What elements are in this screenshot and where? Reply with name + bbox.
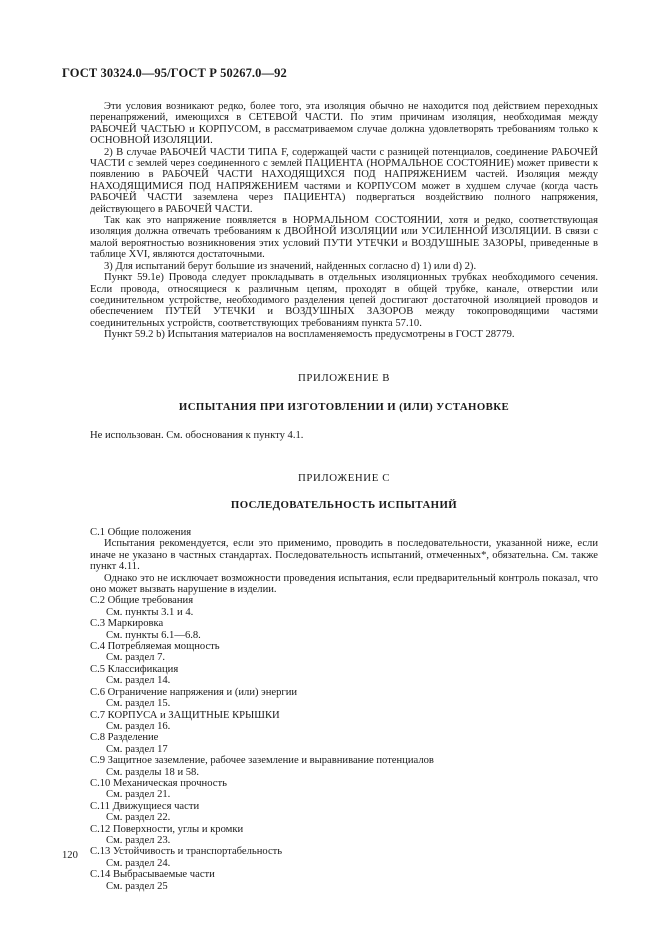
- test-section-title: С.8 Разделение: [90, 732, 159, 744]
- test-section-reference: См. раздел 21.: [106, 789, 171, 801]
- appendix-c-title: ПРИЛОЖЕНИЕ С: [297, 472, 390, 484]
- intro-paragraph: Эти условия возникают редко, более того, эта изоляция обычно не находится под действием переходных перенапряжений, имеющихся в СЕТЕВОЙ ЧАСТИ. По этим причинам изоляция, необходимая между РАБОЧЕЙ ЧАСТЬЮ и КОРПУСОМ, в рассматриваемом случае должна удовлетворять требованиям только к ОСНОВНОЙ ИЗОЛЯЦИИ.: [90, 101, 598, 147]
- intro-paragraph: Пункт 59.1e) Провода следует прокладывать в отдельных изоляционных трубках необходимого сечения. Если провода, относящиеся к различным цепям, проходят в общей трубке, канале, отверстии или соединительном устройстве, необходимого разделения цепей достигают достаточной изоляцией проводов и обеспечением ПУТЕЙ УТЕЧКИ и ВОЗДУШНЫХ ЗАЗОРОВ между токопроводящими частями соединительных устройств, соответствующих требованиям пункта 57.10.: [90, 272, 598, 329]
- test-section-reference: См. разделы 18 и 58.: [106, 766, 200, 778]
- test-section-reference: См. раздел 25: [106, 880, 168, 892]
- appendix-b-heading-block: [90, 402, 598, 413]
- intro-paragraph: 2) В случае РАБОЧЕЙ ЧАСТИ ТИПА F, содержащей части с разницей потенциалов, соединение РАБОЧЕЙ ЧАСТИ с землей через соединенного с землей ПАЦИЕНТА (НОРМАЛЬНОЕ СОСТОЯНИЕ) может привести к появлению в РАБОЧЕЙ ЧАСТИ НАХОДЯЩИХСЯ ПОД НАПРЯЖЕНИЕМ частей. Изоляция между НАХОДЯЩИМИСЯ ПОД НАПРЯЖЕНИЕМ частями и КОРПУСОМ может в худшем случае (когда часть РАБОЧЕЙ ЧАСТИ заземлена через ПАЦИЕНТА) подвергаться воздействию полного напряжения, действующего в РАБОЧЕЙ ЧАСТИ.: [90, 146, 598, 215]
- test-section-title: С.6 Ограничение напряжения и (или) энергии: [90, 686, 298, 698]
- test-section-title: С.14 Выбрасываемые части: [90, 869, 215, 881]
- test-section-reference: См. пункты 6.1—6.8.: [106, 629, 201, 641]
- intro-paragraph: Пункт 59.2 b) Испытания материалов на воспламеняемость предусмотрены в ГОСТ 28779.: [104, 329, 515, 341]
- test-section-reference: См. раздел 7.: [106, 652, 166, 664]
- appendix-b-body: [90, 430, 598, 441]
- test-section-reference: См. раздел 16.: [106, 720, 171, 732]
- page-number: 120: [62, 850, 78, 861]
- appendix-c-body: [90, 527, 598, 892]
- intro-block: [90, 101, 598, 341]
- test-section-title: С.2 Общие требования: [90, 595, 194, 607]
- test-section-title: С.9 Защитное заземление, рабочее заземление и выравнивание потенциалов: [90, 755, 434, 767]
- appendix-b-title-block: [90, 373, 598, 384]
- test-section-title: С.3 Маркировка: [90, 618, 164, 630]
- appendix-c-heading-block: [90, 500, 598, 511]
- intro-paragraph: 3) Для испытаний берут большие из значений, найденных согласно d) 1) или d) 2).: [104, 260, 477, 272]
- test-section-title: С.12 Поверхности, углы и кромки: [90, 823, 244, 835]
- appendix-b-heading: ИСПЫТАНИЯ ПРИ ИЗГОТОВЛЕНИИ И (ИЛИ) УСТАНОВКЕ: [178, 401, 510, 413]
- test-section-reference: См. раздел 23.: [106, 834, 171, 846]
- section-c1-title: С.1 Общие положения: [90, 527, 192, 538]
- test-section-reference: См. раздел 22.: [106, 812, 171, 824]
- test-section-title: С.11 Движущиеся части: [90, 800, 200, 812]
- appendix-b-title: ПРИЛОЖЕНИЕ В: [297, 372, 390, 384]
- intro-paragraph: Так как это напряжение появляется в НОРМАЛЬНОМ СОСТОЯНИИ, хотя и редко, соответствующая изоляция должна отвечать требованиям к ДВОЙНОЙ ИЗОЛЯЦИИ или УСИЛЕННОЙ ИЗОЛЯЦИИ. В связи с малой вероятностью возникновения этих условий ПУТИ УТЕЧКИ и ВОЗДУШНЫЕ ЗАЗОРЫ, приведенные в таблице XVI, являются достаточными.: [90, 215, 598, 261]
- appendix-c-heading: ПОСЛЕДОВАТЕЛЬНОСТЬ ИСПЫТАНИЙ: [230, 499, 458, 511]
- test-section-title: С.5 Классификация: [90, 663, 179, 675]
- test-section-reference: См. раздел 24.: [106, 857, 171, 869]
- test-section-title: С.7 КОРПУСА и ЗАЩИТНЫЕ КРЫШКИ: [90, 709, 280, 721]
- appendix-c-paragraph: Однако это не исключает возможности проведения испытания, если предварительный контроль показал, что оно может вызвать нарушение в изделии.: [90, 572, 598, 596]
- test-section-title: С.4 Потребляемая мощность: [90, 641, 220, 653]
- appendix-c-title-block: [90, 473, 598, 484]
- test-section-reference: См. раздел 14.: [106, 675, 171, 687]
- test-section-reference: См. пункты 3.1 и 4.: [106, 606, 194, 618]
- appendix-c-paragraph: Испытания рекомендуется, если это применимо, проводить в последовательности, указанной ниже, если иначе не указано в частных стандартах. Последовательность испытаний, отмеченных*, обязательна. См. также пункт 4.11.: [90, 538, 598, 573]
- appendix-b-text: Не использован. См. обоснования к пункту 4.1.: [90, 430, 304, 441]
- test-section-reference: См. раздел 15.: [106, 698, 171, 710]
- test-section-title: С.13 Устойчивость и транспортабельность: [90, 846, 283, 858]
- test-section-title: С.10 Механическая прочность: [90, 777, 227, 789]
- test-section-reference: См. раздел 17: [106, 743, 168, 755]
- document-header: ГОСТ 30324.0—95/ГОСТ Р 50267.0—92: [62, 66, 287, 80]
